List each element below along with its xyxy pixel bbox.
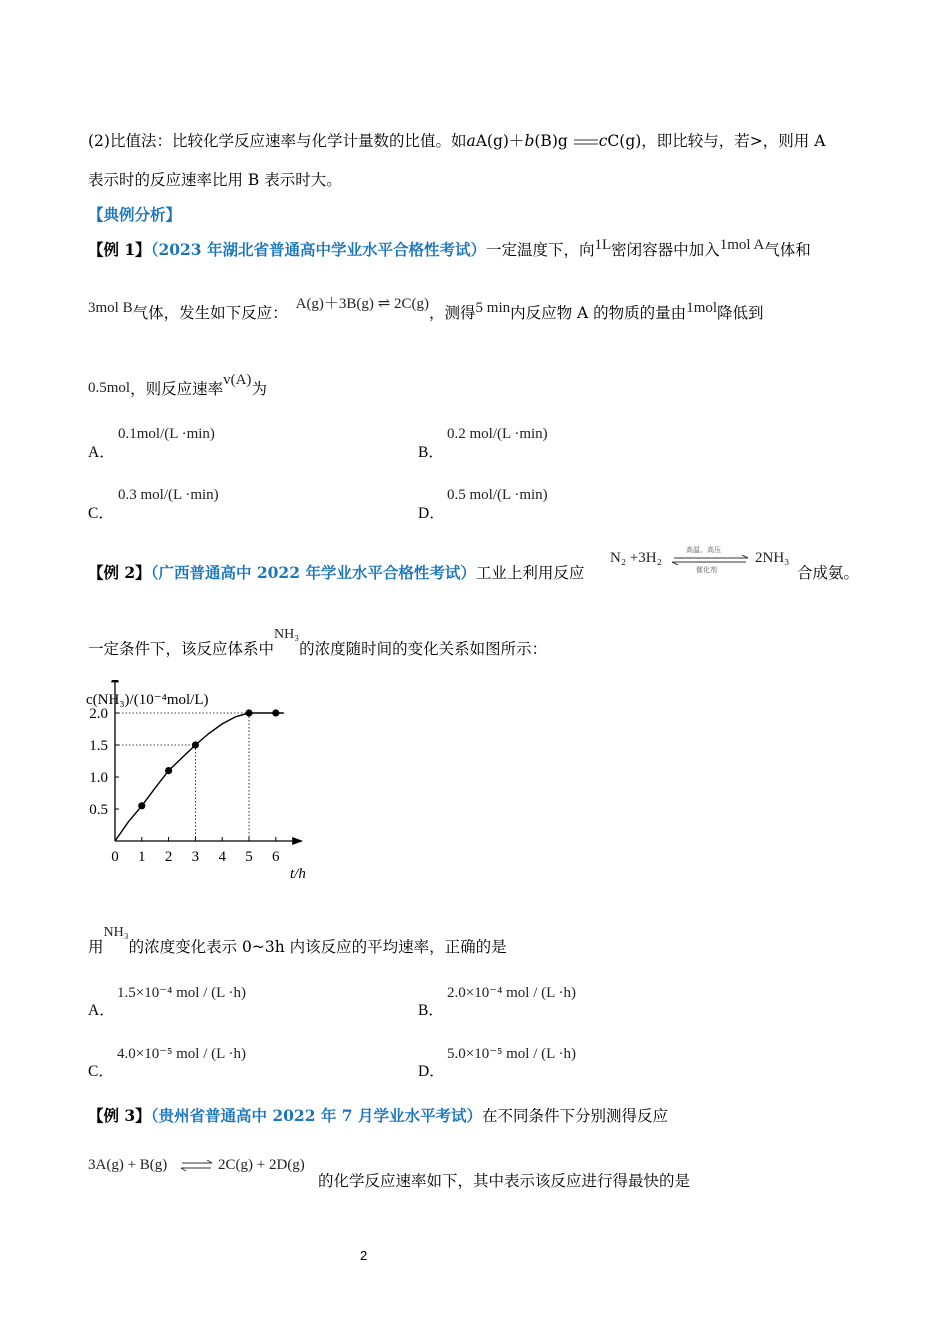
ex2-option-c[interactable]	[88, 1059, 114, 1081]
ex1-tag: 【例 1】	[88, 240, 151, 259]
ratio-paragraph-line2: 表示时的反应速率比用 B 表示时大。	[88, 171, 342, 189]
option-label: C．	[88, 505, 114, 522]
ex1-text-8: ，则反应速率	[130, 380, 224, 398]
ex2-question-formula: NH₃	[103, 925, 129, 940]
ex1-line1	[88, 237, 811, 261]
data-point	[165, 767, 172, 774]
ex2-ammonia-formula: NH₃	[274, 627, 300, 642]
ex1-volume: 1L	[594, 237, 612, 253]
ex2-option-a[interactable]	[88, 998, 115, 1020]
x-tick-label: 3	[191, 849, 200, 865]
ex2-reaction-arrow	[668, 543, 752, 575]
ex1-option-a[interactable]	[88, 440, 115, 462]
ex3-text-2: 的化学反应速率如下，其中表示该反应进行得最快的是	[318, 1172, 691, 1190]
ex2-option-d-value: 5.0×10⁻⁵ mol / (L ·h)	[447, 1046, 576, 1062]
data-point	[245, 709, 252, 716]
ex1-rate-symbol: v(A)	[223, 372, 252, 388]
ex1-eq-left: A(g)＋3B(g)	[295, 296, 374, 312]
data-point	[192, 741, 199, 748]
ex2-text-3: 一定条件下，该反应体系中	[88, 640, 275, 658]
data-point	[138, 802, 145, 809]
y-tick-label: 2.0	[89, 706, 108, 722]
ex2-eq-left: N₂ +3H₂	[610, 550, 662, 566]
ex1-eq-right: 2C(g)	[394, 296, 430, 312]
x-tick-label: 5	[245, 849, 253, 865]
concentration-curve	[115, 713, 284, 841]
ex3-eq-right: 2C(g) + 2D(g)	[218, 1157, 305, 1173]
ex3-tag: 【例 3】	[88, 1106, 151, 1125]
option-label: D．	[418, 1063, 445, 1080]
ex1-option-c-value: 0.3 mol/(L ·min)	[118, 487, 219, 503]
ratio-text-d: C(g)，即比较与，若>，则用 A	[607, 132, 826, 150]
ratio-text-a: (2)比值法：比较化学反应速率与化学计量数的比值。如	[88, 132, 467, 150]
ex2-option-a-value: 1.5×10⁻⁴ mol / (L ·h)	[117, 985, 246, 1001]
ex1-text-6: 内反应物 A 的物质的量由	[510, 304, 687, 322]
ratio-text-c: (B)g	[534, 132, 568, 150]
ex1-text-7: 降低到	[717, 304, 764, 322]
option-label: B．	[418, 1002, 444, 1019]
reversible-arrow-icon	[178, 1160, 216, 1172]
ex1-option-b[interactable]	[418, 440, 444, 462]
option-label: C．	[88, 1063, 114, 1080]
ex2-option-b-value: 2.0×10⁻⁴ mol / (L ·h)	[447, 985, 576, 1001]
y-axis-arrow-icon	[111, 680, 119, 682]
ex1-initial-amount: 1mol	[686, 300, 718, 316]
var-a: a	[466, 132, 476, 150]
option-label: B．	[418, 444, 444, 461]
ex1-source: （2023 年湖北省普通高中学业水平合格性考试）	[150, 240, 486, 259]
ex1-equation	[296, 296, 429, 312]
ex1-time: 5 min	[475, 300, 511, 316]
var-b: b	[524, 132, 535, 150]
reversible-arrow-icon	[668, 555, 752, 565]
ex3-source: （贵州省普通高中 2022 年 7 月学业水平考试）	[150, 1106, 482, 1125]
ex1-text-5: ，测得	[429, 304, 476, 322]
ex2-condition-bottom: 催化剂	[696, 566, 717, 574]
ex2-text-2: 合成氨。	[797, 564, 860, 582]
ex1-line2	[88, 296, 764, 324]
ex1-text-1: 一定温度下，向	[485, 241, 595, 259]
ex3-eq-left: 3A(g) + B(g)	[88, 1157, 168, 1173]
x-tick-label: 1	[138, 849, 146, 865]
ex1-option-a-value: 0.1mol/(L ·min)	[118, 426, 215, 442]
ex2-tag: 【例 2】	[88, 563, 151, 582]
ex1-option-d-value: 0.5 mol/(L ·min)	[447, 487, 548, 503]
option-label: D．	[418, 505, 445, 522]
ex2-eq-right: 2NH₃	[755, 550, 790, 566]
ex2-question-text: 的浓度变化表示 0~3h 内该反应的平均速率，正确的是	[128, 938, 507, 956]
ex2-question-prefix: 用	[88, 938, 104, 956]
option-label: A．	[88, 1002, 115, 1019]
ex2-text-4: 的浓度随时间的变化关系如图所示：	[299, 640, 548, 658]
data-point	[272, 709, 279, 716]
var-c: c	[598, 132, 608, 150]
y-tick-label: 0.5	[89, 802, 108, 818]
chart-y-axis-label: c(NH₃)/(10⁻⁴mol/L)	[86, 692, 209, 708]
equilibrium-arrow-icon	[573, 136, 599, 148]
ex1-option-d[interactable]	[418, 501, 445, 523]
x-axis-arrow-icon	[292, 837, 303, 845]
section-heading: 【典例分析】	[88, 205, 182, 224]
ex1-line3	[88, 372, 267, 400]
ex1-text-3: 气体和	[764, 241, 811, 259]
ex1-text-2: 密闭容器中加入	[611, 241, 720, 259]
ex2-option-c-value: 4.0×10⁻⁵ mol / (L ·h)	[117, 1046, 246, 1062]
page-number: 2	[360, 1248, 368, 1263]
ex2-question	[88, 925, 507, 959]
nh3-concentration-chart	[78, 680, 338, 890]
ex1-text-9: 为	[251, 380, 267, 398]
ex2-line2	[88, 627, 548, 661]
reversible-arrow-icon: ⇌	[377, 296, 391, 312]
ex1-option-b-value: 0.2 mol/(L ·min)	[447, 426, 548, 442]
ex2-option-b[interactable]	[418, 998, 444, 1020]
option-label: A．	[88, 444, 115, 461]
x-tick-label: 4	[218, 849, 226, 865]
ex2-source: （广西普通高中 2022 年学业水平合格性考试）	[150, 563, 476, 582]
ex2-condition-top: 高温、高压	[686, 546, 721, 554]
x-tick-label: 6	[272, 849, 280, 865]
ex1-amount-a: 1mol A	[719, 237, 765, 253]
y-tick-label: 1.5	[89, 738, 108, 754]
ex3-text-1: 在不同条件下分别测得反应	[481, 1107, 668, 1125]
ex2-line1	[88, 563, 584, 583]
x-tick-label: 0	[111, 849, 119, 865]
x-tick-label: 2	[164, 849, 173, 865]
ex1-text-4: 气体，发生如下反应：	[132, 304, 288, 322]
ex1-final-amount: 0.5mol	[88, 380, 131, 396]
ex2-text-1: 工业上利用反应	[475, 564, 585, 582]
y-tick-label: 1.0	[89, 770, 108, 786]
chart-x-axis-label: t/h	[290, 866, 306, 882]
ex1-amount-b: 3mol B	[88, 300, 133, 316]
ratio-text-b: A(g)＋	[475, 132, 525, 150]
ex2-option-d[interactable]	[418, 1059, 445, 1081]
ratio-paragraph-line1	[88, 131, 825, 151]
ex1-option-c[interactable]	[88, 501, 114, 523]
ex3-line1	[88, 1106, 668, 1126]
